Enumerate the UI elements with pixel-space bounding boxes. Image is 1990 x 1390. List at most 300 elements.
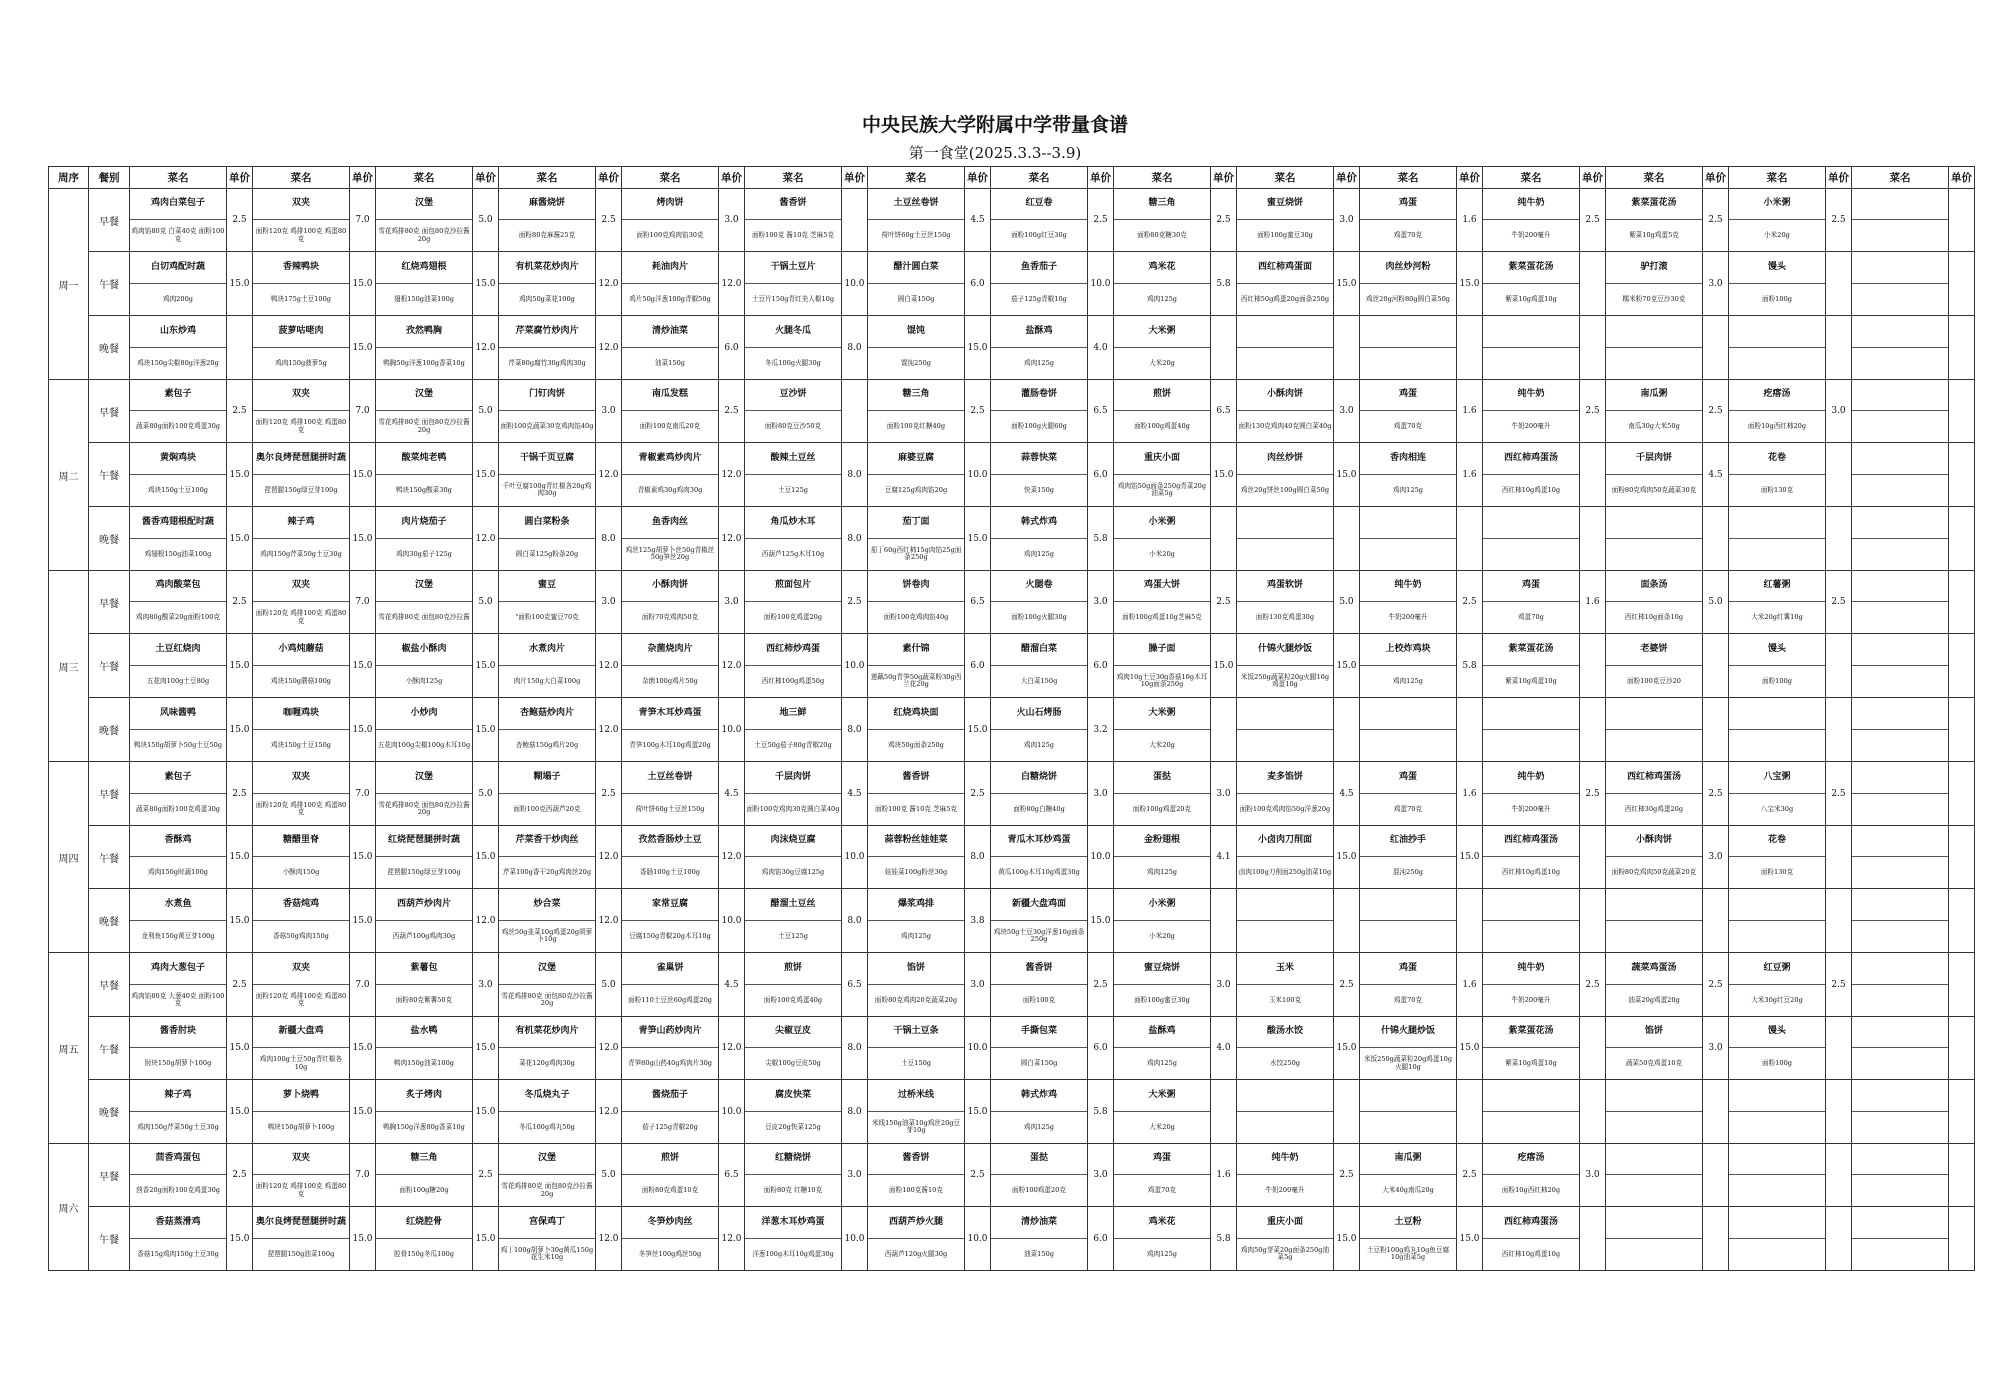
dish-cell xyxy=(1852,1144,1949,1207)
dish-cell xyxy=(745,1017,842,1080)
dish-ingredients xyxy=(1606,921,1702,953)
dish-name: 小酥肉饼 xyxy=(1237,380,1333,411)
dish-price: 12.0 xyxy=(719,443,745,507)
dish-cell xyxy=(1114,1017,1211,1080)
dish-ingredients: 香菇15g鸡肉150g土豆30g xyxy=(137,1249,219,1258)
dish-ingredients: 鸡肉125g xyxy=(1024,1122,1054,1131)
header-week: 周序 xyxy=(49,167,89,189)
dish-name xyxy=(1483,698,1579,730)
meal-label: 早餐 xyxy=(89,380,130,443)
dish-ingredients: 快菜150g xyxy=(1024,485,1054,494)
dish-price xyxy=(1211,316,1237,380)
dish-name: 香辣鸭块 xyxy=(253,252,349,284)
dish-cell xyxy=(1606,1144,1703,1207)
dish-name: 土豆红烧肉 xyxy=(130,634,226,666)
dish-name: 面条汤 xyxy=(1606,571,1702,602)
dish-cell xyxy=(1237,1144,1334,1207)
dish-price: 6.0 xyxy=(1088,634,1114,698)
dish-name: 韩式炸鸡 xyxy=(991,507,1087,539)
dish-ingredients: 鸡丝20g饼丝100g圆白菜50g xyxy=(1240,485,1330,494)
dish-name: 火山石烤肠 xyxy=(991,698,1087,730)
dish-ingredients: 牛奶200毫升 xyxy=(1511,230,1551,239)
dish-ingredients: 面粉100g红豆30g xyxy=(1011,230,1067,239)
dish-cell xyxy=(745,826,842,889)
dish-ingredients: 鸡肉150g时蔬100g xyxy=(148,867,208,876)
dish-price: 15.0 xyxy=(1088,889,1114,953)
dish-cell xyxy=(622,634,719,698)
dish-ingredients xyxy=(1852,475,1948,507)
header-price: 单价 xyxy=(1703,167,1729,189)
dish-ingredients: 鸡肉80g酸菜20g面粉100克 xyxy=(136,612,220,621)
dish-name xyxy=(1852,1144,1948,1175)
meal-label: 午餐 xyxy=(89,634,130,698)
dish-ingredients: 紫菜10g鸡蛋10g xyxy=(1505,294,1557,303)
dish-name: 圆白菜粉条 xyxy=(499,507,595,539)
dish-price: 3.0 xyxy=(1703,826,1729,889)
dish-cell xyxy=(376,507,473,571)
dish-ingredients: 鸡丝50g韭菜10g鸡蛋20g胡萝卜10g xyxy=(501,928,593,944)
dish-cell xyxy=(499,443,596,507)
dish-name: 小酥肉饼 xyxy=(622,571,718,602)
dish-cell xyxy=(253,507,350,571)
dish-name: 肉丝炒饼 xyxy=(1237,443,1333,475)
dish-cell xyxy=(1360,380,1457,443)
dish-ingredients: 面粉80克鸡蛋10克 xyxy=(641,1185,699,1194)
dish-ingredients: 紫菜10g鸡蛋10g xyxy=(1505,1058,1557,1067)
dish-name: 大米粥 xyxy=(1114,1080,1210,1112)
dish-ingredients: 面粉80克 红糖10克 xyxy=(763,1185,823,1194)
dish-price xyxy=(1703,889,1729,953)
dish-ingredients xyxy=(1360,921,1456,953)
dish-cell xyxy=(130,252,227,316)
dish-price: 6.5 xyxy=(1088,380,1114,443)
meal-label: 午餐 xyxy=(89,252,130,316)
header-dish-name: 菜名 xyxy=(745,167,842,189)
dish-cell xyxy=(1729,889,1826,953)
dish-ingredients: 面粉100克西葫芦20克 xyxy=(513,804,581,813)
dish-cell xyxy=(1360,189,1457,252)
dish-cell xyxy=(130,189,227,252)
dish-cell xyxy=(1237,380,1334,443)
dish-price: 2.5 xyxy=(473,1144,499,1207)
dish-cell xyxy=(376,698,473,762)
dish-name: 干锅土豆片 xyxy=(745,252,841,284)
dish-ingredients: 西葫芦100g鸡肉30g xyxy=(392,931,456,940)
dish-ingredients: 面粉80克鸡肉50克蔬菜30克 xyxy=(1611,485,1697,494)
dish-price: 12.0 xyxy=(596,826,622,889)
meal-label: 晚餐 xyxy=(89,507,130,571)
meal-row xyxy=(49,889,1975,953)
dish-cell xyxy=(1606,1207,1703,1271)
dish-cell xyxy=(1483,380,1580,443)
dish-cell xyxy=(868,316,965,380)
dish-price: 15.0 xyxy=(1211,443,1237,507)
header-price: 单价 xyxy=(1826,167,1852,189)
dish-ingredients: 面粉130克鸡蛋30g xyxy=(1255,612,1315,621)
dish-name: 红豆粥 xyxy=(1729,953,1825,985)
dish-ingredients: 鸡肉200g xyxy=(163,294,193,303)
dish-name: 汉堡 xyxy=(376,762,472,794)
dish-price: 5.8 xyxy=(1211,1207,1237,1271)
dish-price xyxy=(1949,762,1975,826)
dish-name xyxy=(1606,1144,1702,1175)
dish-price: 2.5 xyxy=(596,189,622,252)
dish-price: 15.0 xyxy=(473,634,499,698)
dish-ingredients: 鸡蛋70克 xyxy=(1393,230,1423,239)
dish-cell xyxy=(991,1207,1088,1271)
dish-cell xyxy=(1237,762,1334,826)
dish-cell xyxy=(499,634,596,698)
dish-ingredients xyxy=(1852,1048,1948,1079)
dish-cell xyxy=(622,698,719,762)
dish-ingredients: 鸡肉150g芹菜50g土豆30g xyxy=(137,1122,219,1131)
dish-ingredients: 鸭块175g土豆100g xyxy=(271,294,331,303)
dish-name: 小酥肉饼 xyxy=(1606,826,1702,857)
dish-ingredients: 鸡蛋70克 xyxy=(1393,421,1423,430)
dish-cell xyxy=(1483,189,1580,252)
dish-ingredients: 千叶豆腐100g青红椒各20g鸡肉30g xyxy=(502,482,592,498)
dish-price xyxy=(1457,1080,1483,1144)
dish-name xyxy=(1852,826,1948,857)
dish-name: 疙瘩汤 xyxy=(1483,1144,1579,1175)
dish-cell xyxy=(1360,1144,1457,1207)
dish-name: 香菇炖鸡 xyxy=(253,889,349,921)
dish-cell xyxy=(868,1144,965,1207)
meal-label: 晚餐 xyxy=(89,1080,130,1144)
dish-price: 1.6 xyxy=(1580,571,1606,634)
dish-ingredients xyxy=(1483,730,1579,762)
dish-price: 15.0 xyxy=(965,698,991,762)
dish-name: 酱香饼 xyxy=(991,953,1087,985)
header-price: 单价 xyxy=(473,167,499,189)
dish-name xyxy=(1852,252,1948,284)
dish-name: 双夹 xyxy=(253,762,349,794)
dish-ingredients: 面粉100g xyxy=(1762,676,1792,685)
dish-cell xyxy=(376,634,473,698)
dish-ingredients: 鸡肉125g xyxy=(1024,358,1054,367)
dish-name: 花卷 xyxy=(1729,826,1825,857)
dish-price: 12.0 xyxy=(719,634,745,698)
dish-name: 鸡蛋 xyxy=(1360,189,1456,220)
dish-name: 杂菌烧肉片 xyxy=(622,634,718,666)
dish-price xyxy=(1949,1207,1975,1271)
dish-price xyxy=(1457,698,1483,762)
dish-ingredients: 茄丁60g西红柿15g肉馅25g面条250g xyxy=(870,546,962,562)
dish-name: 红烧鸡翅根 xyxy=(376,252,472,284)
dish-cell xyxy=(868,953,965,1017)
dish-cell xyxy=(745,1080,842,1144)
dish-ingredients: 面粉70克鸡肉50克 xyxy=(641,612,699,621)
dish-ingredients: 雪花鸡排80克 面包80克沙拉酱20g xyxy=(378,227,470,243)
dish-cell xyxy=(745,380,842,443)
meal-row xyxy=(49,443,1975,507)
dish-cell xyxy=(1360,1080,1457,1144)
dish-name: 西红柿炒鸡蛋 xyxy=(745,634,841,666)
dish-name: 萝卜烧鸭 xyxy=(253,1080,349,1112)
dish-price: 15.0 xyxy=(965,316,991,380)
dish-price: 10.0 xyxy=(842,634,868,698)
dish-price xyxy=(1580,698,1606,762)
dish-cell xyxy=(1852,443,1949,507)
dish-cell xyxy=(1483,826,1580,889)
dish-cell xyxy=(1729,634,1826,698)
dish-cell xyxy=(1729,571,1826,634)
dish-ingredients: 鸡肉125g xyxy=(1147,294,1177,303)
dish-name: 汉堡 xyxy=(376,380,472,411)
dish-ingredients: 黄瓜100g木耳10g鸡蛋30g xyxy=(998,867,1080,876)
dish-ingredients xyxy=(1360,1112,1456,1144)
dish-ingredients: 冬瓜100g鸡丸50g xyxy=(519,1122,575,1131)
dish-cell xyxy=(868,571,965,634)
dish-price: 2.5 xyxy=(227,380,253,443)
dish-name: 汉堡 xyxy=(499,953,595,985)
dish-ingredients: 蔬菜80g面粉100克鸡蛋30g xyxy=(136,804,220,813)
dish-price: 15.0 xyxy=(350,1207,376,1271)
dish-cell xyxy=(1729,953,1826,1017)
dish-price: 15.0 xyxy=(473,826,499,889)
dish-price: 12.0 xyxy=(596,889,622,953)
dish-price xyxy=(1826,698,1852,762)
dish-name: 山东炒鸡 xyxy=(130,316,226,348)
day-label: 周二 xyxy=(49,380,89,571)
dish-price: 4.1 xyxy=(1211,826,1237,889)
dish-ingredients: 油菜150g xyxy=(1024,1249,1054,1258)
meal-row xyxy=(49,953,1975,1017)
dish-price xyxy=(1703,507,1729,571)
dish-name: 紫薯包 xyxy=(376,953,472,985)
dish-price: 2.5 xyxy=(227,762,253,826)
dish-cell xyxy=(1852,189,1949,252)
dish-ingredients: 面粉100g鸡蛋40g xyxy=(1134,421,1190,430)
dish-cell xyxy=(1360,443,1457,507)
dish-price xyxy=(1580,507,1606,571)
dish-price: 4.5 xyxy=(842,762,868,826)
meal-row xyxy=(49,316,1975,380)
dish-price xyxy=(1580,889,1606,953)
dish-ingredients: 鸡肉125g xyxy=(1147,867,1177,876)
meal-label: 晚餐 xyxy=(89,698,130,762)
dish-name xyxy=(1729,316,1825,348)
meal-label: 早餐 xyxy=(89,571,130,634)
meal-label: 早餐 xyxy=(89,953,130,1017)
dish-name: 洋葱木耳炒鸡蛋 xyxy=(745,1207,841,1239)
dish-name: 酱香鸡翅根配时蔬 xyxy=(130,507,226,539)
dish-price: 6.5 xyxy=(719,1144,745,1207)
dish-name: 韩式炸鸡 xyxy=(991,1080,1087,1112)
dish-cell xyxy=(130,698,227,762)
dish-name: 馅饼 xyxy=(1606,1017,1702,1048)
dish-price: 4.5 xyxy=(1334,762,1360,826)
dish-price: 15.0 xyxy=(1457,252,1483,316)
dish-cell xyxy=(1483,1080,1580,1144)
dish-price: 1.6 xyxy=(1457,189,1483,252)
dish-ingredients: 面粉80克豆沙50克 xyxy=(764,421,822,430)
dish-name: 白切鸡配时蔬 xyxy=(130,252,226,284)
dish-ingredients: 鸭块150g胡萝卜50g土豆50g xyxy=(133,740,223,749)
dish-price xyxy=(1580,443,1606,507)
dish-cell xyxy=(376,889,473,953)
dish-ingredients: 糯米粉70克豆沙30克 xyxy=(1622,294,1686,303)
dish-price: 2.5 xyxy=(1580,762,1606,826)
dish-price: 2.5 xyxy=(1703,953,1729,1017)
meal-row xyxy=(49,634,1975,698)
dish-name: 爆浆鸡排 xyxy=(868,889,964,921)
dish-ingredients: 肘块150g胡萝卜100g xyxy=(144,1058,212,1067)
dish-ingredients: 面粉100克鸡肉馅40g xyxy=(883,612,949,621)
dish-price: 10.0 xyxy=(1088,826,1114,889)
dish-ingredients: 鸡肉125g xyxy=(1393,485,1423,494)
dish-price: 12.0 xyxy=(596,443,622,507)
dish-ingredients: 牛奶200毫升 xyxy=(1265,1185,1305,1194)
dish-name: 小炒肉 xyxy=(376,698,472,730)
dish-cell xyxy=(1483,953,1580,1017)
dish-ingredients: 面粉80克鸡肉50克蔬菜20克 xyxy=(1611,867,1697,876)
dish-ingredients: 鸡块150g蘑菇100g xyxy=(271,676,331,685)
meal-label: 早餐 xyxy=(89,1144,130,1207)
dish-name: 门钉肉饼 xyxy=(499,380,595,411)
dish-cell xyxy=(253,889,350,953)
dish-ingredients: 面粉100g火腿30g xyxy=(1011,612,1067,621)
dish-name: 鸡米花 xyxy=(1114,1207,1210,1239)
dish-price: 2.5 xyxy=(1580,953,1606,1017)
dish-name: 新疆大盘鸡 xyxy=(253,1017,349,1048)
dish-name: 肉丝炒河粉 xyxy=(1360,252,1456,284)
dish-name: 蔬菜鸡蛋汤 xyxy=(1606,953,1702,985)
dish-cell xyxy=(1360,507,1457,571)
dish-cell xyxy=(1114,762,1211,826)
dish-price xyxy=(1949,316,1975,380)
header-dish-name: 菜名 xyxy=(499,167,596,189)
dish-name: 酱香饼 xyxy=(868,762,964,794)
dish-name: 糖三角 xyxy=(1114,189,1210,220)
dish-cell xyxy=(130,443,227,507)
dish-cell xyxy=(499,189,596,252)
dish-ingredients xyxy=(1852,348,1948,380)
dish-ingredients: 青笋100g木耳10g鸡蛋20g xyxy=(629,740,711,749)
dish-price: 2.5 xyxy=(719,380,745,443)
dish-name: 鸡蛋 xyxy=(1483,571,1579,602)
dish-cell xyxy=(1606,889,1703,953)
dish-name: 青笋木耳炒鸡蛋 xyxy=(622,698,718,730)
dish-cell xyxy=(376,189,473,252)
dish-price xyxy=(1457,507,1483,571)
dish-price: 15.0 xyxy=(350,507,376,571)
dish-ingredients: 鸡丁100g胡萝卜30g黄瓜150g花生米10g xyxy=(500,1246,594,1262)
dish-ingredients: 紫菜10g鸡蛋10g xyxy=(1505,676,1557,685)
dish-cell xyxy=(376,571,473,634)
dish-price: 15.0 xyxy=(1334,1017,1360,1080)
dish-cell xyxy=(1360,889,1457,953)
dish-cell xyxy=(1729,1017,1826,1080)
meal-row xyxy=(49,189,1975,252)
dish-ingredients: 鸡肉30g茄子125g xyxy=(396,549,452,558)
dish-price: 2.5 xyxy=(227,953,253,1017)
dish-name: 盐酥鸡 xyxy=(991,316,1087,348)
dish-name: 小卤肉刀削面 xyxy=(1237,826,1333,857)
dish-name: 麻婆豆腐 xyxy=(868,443,964,475)
menu-table xyxy=(48,166,1975,1271)
dish-ingredients: 莲藕50g青笋50g蔬菜粉30g西兰花20g xyxy=(870,673,962,689)
dish-price: 5.8 xyxy=(1088,507,1114,571)
dish-cell xyxy=(499,698,596,762)
dish-name xyxy=(1852,1017,1948,1048)
dish-ingredients: 冬瓜100g火腿30g xyxy=(765,358,821,367)
dish-price: 15.0 xyxy=(350,698,376,762)
dish-cell xyxy=(1606,634,1703,698)
dish-ingredients: 豆腐125g鸡肉馅20g xyxy=(884,485,948,494)
dish-ingredients xyxy=(1852,857,1948,888)
header-price: 单价 xyxy=(1334,167,1360,189)
dish-name: 青笋山药炒肉片 xyxy=(622,1017,718,1048)
dish-price: 2.5 xyxy=(1580,380,1606,443)
dish-cell xyxy=(1729,1080,1826,1144)
dish-ingredients: 青笋80g山药40g鸡肉片30g xyxy=(628,1058,712,1067)
dish-name: 椒盐小酥肉 xyxy=(376,634,472,666)
dish-name xyxy=(1237,1080,1333,1112)
dish-name: 清炒油菜 xyxy=(991,1207,1087,1239)
dish-cell xyxy=(1237,252,1334,316)
dish-name: 西红柿鸡蛋汤 xyxy=(1606,762,1702,794)
dish-price xyxy=(1580,826,1606,889)
dish-cell xyxy=(1606,571,1703,634)
dish-price: 12.0 xyxy=(719,1017,745,1080)
dish-cell xyxy=(376,1017,473,1080)
dish-name: 蛋挞 xyxy=(1114,762,1210,794)
dish-cell xyxy=(376,380,473,443)
dish-ingredients: 鸡片50g洋葱100g青椒50g xyxy=(629,294,711,303)
dish-ingredients: 面粉80克鸡肉20克蔬菜20g xyxy=(874,995,958,1004)
dish-cell xyxy=(1729,316,1826,380)
dish-price: 3.2 xyxy=(1088,698,1114,762)
dish-price: 7.0 xyxy=(350,1144,376,1207)
dish-ingredients: 圆白菜150g xyxy=(1020,1058,1058,1067)
dish-cell xyxy=(991,762,1088,826)
dish-price: 3.0 xyxy=(473,953,499,1017)
dish-price: 8.0 xyxy=(842,698,868,762)
dish-price: 3.0 xyxy=(1211,762,1237,826)
dish-name: 紫菜蛋花汤 xyxy=(1606,189,1702,220)
dish-price: 10.0 xyxy=(965,443,991,507)
dish-name: 酱烧茄子 xyxy=(622,1080,718,1112)
dish-name: 白糖烧饼 xyxy=(991,762,1087,794)
dish-ingredients xyxy=(1729,1112,1825,1144)
dish-cell xyxy=(253,762,350,826)
dish-name: 鸡蛋软饼 xyxy=(1237,571,1333,602)
dish-ingredients: 面粉100g糖20g xyxy=(399,1185,449,1194)
dish-ingredients: 鸡肉150g菠萝5g xyxy=(275,358,327,367)
meal-row xyxy=(49,826,1975,889)
dish-price xyxy=(842,380,868,443)
dish-name: 驴打滚 xyxy=(1606,252,1702,284)
dish-ingredients: 腔骨150g冬瓜100g xyxy=(394,1249,454,1258)
dish-ingredients xyxy=(1483,539,1579,571)
dish-ingredients: 娃娃菜100g粉丝30g xyxy=(884,867,948,876)
meal-label: 午餐 xyxy=(89,1017,130,1080)
dish-ingredients: 馄饨250g xyxy=(901,358,931,367)
dish-name: 纯牛奶 xyxy=(1483,762,1579,794)
dish-name: 辣子鸡 xyxy=(130,1080,226,1112)
dish-name: 鸡蛋 xyxy=(1360,953,1456,985)
dish-cell xyxy=(1729,380,1826,443)
dish-name: 蜜豆烧饼 xyxy=(1237,189,1333,220)
dish-price: 6.5 xyxy=(1211,380,1237,443)
dish-price: 5.0 xyxy=(473,189,499,252)
dish-name xyxy=(1483,316,1579,348)
dish-cell xyxy=(1237,889,1334,953)
dish-cell xyxy=(745,443,842,507)
dish-price xyxy=(1703,634,1729,698)
dish-cell xyxy=(1114,571,1211,634)
